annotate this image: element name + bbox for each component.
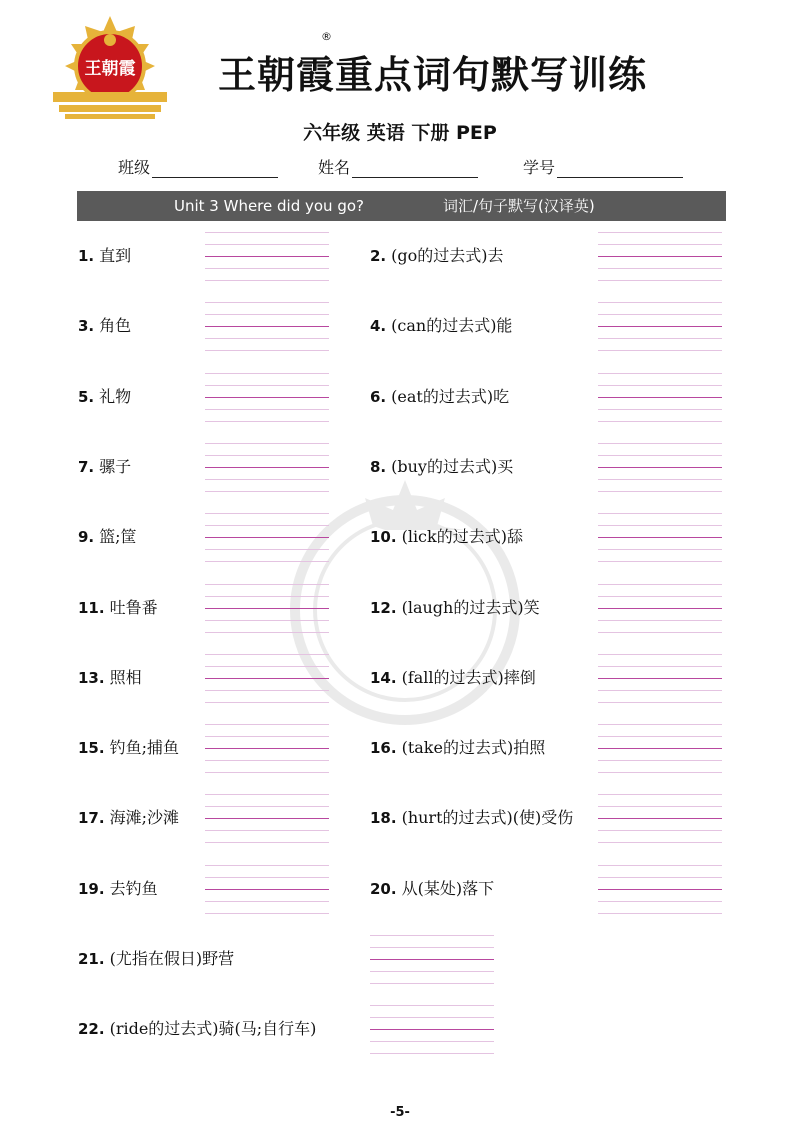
guide-line (598, 620, 722, 621)
guide-line (598, 302, 722, 303)
guide-line (598, 373, 722, 374)
name-label: 姓名 (318, 158, 351, 177)
guide-line (205, 654, 329, 655)
item-prompt: (eat的过去式)吃 (391, 386, 510, 406)
guide-line (598, 865, 722, 866)
guide-line (205, 491, 329, 492)
exercise-item-5 (78, 387, 131, 407)
answer-lines-12[interactable] (598, 584, 722, 654)
writing-baseline (205, 608, 329, 609)
guide-line (598, 549, 722, 550)
writing-baseline (598, 818, 722, 819)
answer-lines-9[interactable] (205, 513, 329, 583)
guide-line (598, 491, 722, 492)
guide-line (205, 690, 329, 691)
exercise-item-21 (78, 949, 234, 969)
guide-line (598, 268, 722, 269)
item-prompt: 钓鱼;捕鱼 (109, 738, 179, 758)
item-prompt: 篮;筐 (99, 527, 137, 547)
guide-line (370, 971, 494, 972)
answer-lines-10[interactable] (598, 513, 722, 583)
guide-line (598, 760, 722, 761)
guide-line (598, 654, 722, 655)
guide-line (598, 409, 722, 410)
exercise-item-16 (370, 738, 545, 758)
guide-line (598, 596, 722, 597)
answer-lines-22[interactable] (370, 1005, 494, 1075)
guide-line (205, 385, 329, 386)
answer-lines-21[interactable] (370, 935, 494, 1005)
guide-line (205, 561, 329, 562)
guide-line (598, 232, 722, 233)
item-number: 5. (78, 387, 95, 406)
item-number: 11. (78, 598, 105, 617)
guide-line (205, 865, 329, 866)
guide-line (205, 666, 329, 667)
guide-line (598, 443, 722, 444)
item-number: 10. (370, 528, 397, 547)
student-id-label: 学号 (523, 158, 556, 177)
item-prompt: 从(某处)落下 (401, 878, 495, 898)
answer-lines-7[interactable] (205, 443, 329, 513)
class-field (118, 155, 278, 178)
item-number: 15. (78, 739, 105, 758)
writing-baseline (370, 1029, 494, 1030)
guide-line (205, 830, 329, 831)
item-number: 3. (78, 317, 95, 336)
item-number: 14. (370, 668, 397, 687)
item-number: 1. (78, 247, 95, 265)
item-number: 16. (370, 739, 397, 758)
writing-baseline (598, 256, 722, 257)
item-number: 21. (78, 950, 105, 968)
guide-line (370, 1017, 494, 1018)
exercise-item-6 (370, 387, 509, 407)
answer-lines-18[interactable] (598, 794, 722, 864)
item-number: 6. (370, 387, 387, 406)
guide-line (205, 421, 329, 422)
item-number: 19. (78, 879, 105, 898)
answer-lines-3[interactable] (205, 302, 329, 372)
guide-line (205, 620, 329, 621)
guide-line (598, 513, 722, 514)
writing-baseline (205, 889, 329, 890)
item-number: 12. (370, 598, 397, 617)
writing-baseline (205, 748, 329, 749)
guide-line (205, 842, 329, 843)
guide-line (205, 724, 329, 725)
exercise-item-1 (78, 246, 131, 266)
guide-line (205, 702, 329, 703)
exercise-item-4 (370, 316, 512, 336)
writing-baseline (598, 467, 722, 468)
item-prompt: 直到 (99, 246, 132, 265)
guide-line (598, 632, 722, 633)
item-number: 8. (370, 457, 387, 476)
guide-line (205, 244, 329, 245)
exercise-item-15 (78, 738, 179, 758)
guide-line (205, 632, 329, 633)
item-number: 7. (78, 457, 95, 476)
exercise-item-17 (78, 808, 179, 828)
exercise-item-10 (370, 527, 523, 547)
answer-lines-1[interactable] (205, 232, 329, 302)
exercise-item-9 (78, 527, 137, 547)
item-number: 9. (78, 528, 95, 547)
guide-line (370, 935, 494, 936)
guide-line (205, 373, 329, 374)
guide-line (598, 350, 722, 351)
guide-line (370, 1053, 494, 1054)
guide-line (205, 479, 329, 480)
answer-lines-20[interactable] (598, 865, 722, 935)
answer-lines-19[interactable] (205, 865, 329, 935)
guide-line (205, 901, 329, 902)
guide-line (598, 901, 722, 902)
brand-title: 王朝霞重点词句默写训练 (218, 53, 648, 97)
guide-line (370, 947, 494, 948)
item-number: 2. (370, 247, 387, 265)
writing-baseline (205, 397, 329, 398)
item-prompt: 去钓鱼 (109, 878, 158, 898)
class-blank[interactable] (152, 159, 278, 178)
writing-baseline (598, 608, 722, 609)
guide-line (370, 983, 494, 984)
guide-line (205, 280, 329, 281)
guide-line (598, 806, 722, 807)
unit-banner (77, 191, 726, 221)
unit-title: Unit 3 Where did you go? (174, 197, 364, 215)
name-field (318, 155, 478, 178)
exercise-type: 词汇/句子默写(汉译英) (443, 197, 595, 215)
guide-line (205, 596, 329, 597)
guide-line (205, 736, 329, 737)
item-prompt: (hurt的过去式)(使)受伤 (401, 808, 574, 828)
guide-line (598, 455, 722, 456)
brand-logo (45, 14, 175, 124)
page-number: -5- (390, 1105, 410, 1120)
guide-line (598, 913, 722, 914)
answer-lines-16[interactable] (598, 724, 722, 794)
guide-line (205, 772, 329, 773)
exercise-item-20 (370, 879, 494, 899)
item-prompt: 海滩;沙滩 (109, 808, 179, 828)
guide-line (205, 232, 329, 233)
writing-baseline (598, 748, 722, 749)
guide-line (598, 877, 722, 878)
item-number: 17. (78, 809, 105, 828)
answer-lines-14[interactable] (598, 654, 722, 724)
student-id-field (523, 155, 683, 178)
guide-line (598, 736, 722, 737)
exercise-item-13 (78, 668, 142, 688)
item-prompt: (take的过去式)拍照 (401, 738, 546, 758)
guide-line (598, 690, 722, 691)
guide-line (205, 513, 329, 514)
writing-baseline (205, 326, 329, 327)
guide-line (205, 268, 329, 269)
guide-line (205, 338, 329, 339)
page-subtitle: 六年级 英语 下册 PEP (303, 122, 497, 144)
writing-baseline (598, 889, 722, 890)
exercise-item-12 (370, 598, 540, 618)
class-label: 班级 (118, 158, 151, 177)
item-number: 4. (370, 317, 387, 336)
writing-baseline (598, 537, 722, 538)
item-number: 13. (78, 668, 105, 687)
exercise-item-2 (370, 246, 504, 266)
guide-line (598, 280, 722, 281)
name-blank[interactable] (352, 159, 478, 178)
answer-lines-5[interactable] (205, 373, 329, 443)
writing-baseline (205, 818, 329, 819)
answer-lines-11[interactable] (205, 584, 329, 654)
item-prompt: (go的过去式)去 (391, 246, 504, 265)
guide-line (598, 772, 722, 773)
guide-line (598, 794, 722, 795)
guide-line (205, 525, 329, 526)
writing-baseline (205, 256, 329, 257)
item-prompt: (ride的过去式)骑(马;自行车) (109, 1019, 317, 1039)
exercise-item-8 (370, 457, 513, 477)
answer-lines-4[interactable] (598, 302, 722, 372)
guide-line (598, 525, 722, 526)
guide-line (598, 385, 722, 386)
item-prompt: (尤指在假日)野营 (109, 949, 235, 968)
exercise-item-11 (78, 598, 158, 618)
item-prompt: 吐鲁番 (109, 597, 158, 617)
guide-line (205, 409, 329, 410)
registered-mark: ® (321, 30, 332, 43)
guide-line (370, 1041, 494, 1042)
guide-line (598, 244, 722, 245)
item-prompt: 骡子 (99, 456, 132, 476)
exercise-item-3 (78, 316, 131, 336)
answer-lines-17[interactable] (205, 794, 329, 864)
guide-line (205, 913, 329, 914)
item-prompt: 礼物 (99, 386, 132, 406)
guide-line (205, 314, 329, 315)
item-number: 20. (370, 879, 397, 898)
item-prompt: 角色 (99, 316, 132, 336)
writing-baseline (205, 467, 329, 468)
guide-line (598, 842, 722, 843)
exercise-item-14 (370, 668, 536, 688)
writing-baseline (370, 959, 494, 960)
answer-lines-6[interactable] (598, 373, 722, 443)
guide-line (598, 479, 722, 480)
guide-line (205, 806, 329, 807)
item-number: 18. (370, 809, 397, 828)
guide-line (598, 421, 722, 422)
item-prompt: (lick的过去式)舔 (401, 527, 523, 547)
student-id-blank[interactable] (557, 159, 683, 178)
exercise-item-7 (78, 457, 131, 477)
answer-lines-2[interactable] (598, 232, 722, 302)
guide-line (205, 584, 329, 585)
guide-line (370, 1005, 494, 1006)
item-prompt: (laugh的过去式)笑 (401, 597, 540, 617)
item-prompt: (fall的过去式)摔倒 (401, 667, 536, 687)
guide-line (598, 314, 722, 315)
guide-line (598, 702, 722, 703)
guide-line (205, 760, 329, 761)
item-prompt: 照相 (109, 667, 142, 687)
guide-line (205, 877, 329, 878)
item-number: 22. (78, 1020, 105, 1039)
item-prompt: (can的过去式)能 (391, 316, 513, 336)
guide-line (598, 666, 722, 667)
logo-text: 王朝霞 (84, 59, 136, 79)
guide-line (205, 350, 329, 351)
answer-lines-13[interactable] (205, 654, 329, 724)
exercise-item-18 (370, 808, 573, 828)
writing-baseline (598, 678, 722, 679)
guide-line (598, 584, 722, 585)
writing-baseline (205, 537, 329, 538)
writing-baseline (205, 678, 329, 679)
guide-line (598, 830, 722, 831)
guide-line (205, 302, 329, 303)
answer-lines-15[interactable] (205, 724, 329, 794)
guide-line (205, 443, 329, 444)
item-prompt: (buy的过去式)买 (391, 456, 514, 476)
writing-baseline (598, 397, 722, 398)
guide-line (205, 455, 329, 456)
guide-line (205, 794, 329, 795)
exercise-item-19 (78, 879, 158, 899)
guide-line (598, 561, 722, 562)
writing-baseline (598, 326, 722, 327)
guide-line (205, 549, 329, 550)
guide-line (598, 724, 722, 725)
guide-line (598, 338, 722, 339)
exercise-item-22 (78, 1019, 316, 1039)
answer-lines-8[interactable] (598, 443, 722, 513)
